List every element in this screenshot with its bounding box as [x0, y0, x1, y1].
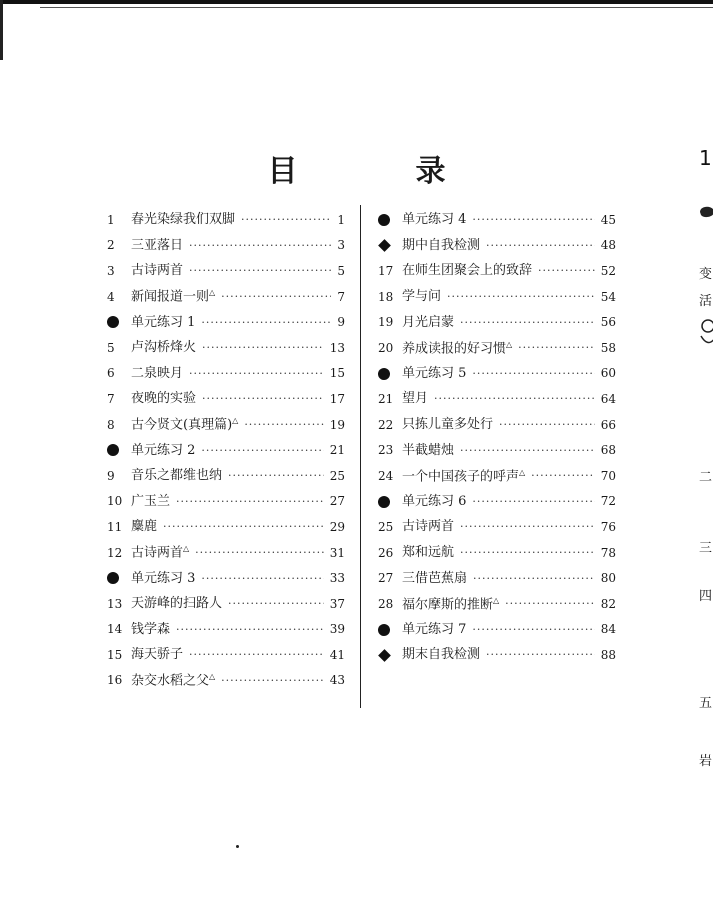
toc-entry-title	[131, 572, 201, 585]
toc-entry	[378, 617, 616, 643]
dot-leader	[202, 393, 324, 404]
toc-entry	[378, 540, 616, 566]
toc-entry-title	[402, 239, 486, 252]
toc-entry-title-text: 单元练习 7	[402, 621, 467, 637]
toc-entry-title	[131, 392, 202, 405]
left-edge-mark	[0, 0, 3, 60]
toc-entry-title	[131, 417, 244, 431]
unit-exercise-bullet-icon	[107, 316, 131, 329]
lesson-number: 7	[107, 391, 115, 406]
toc-entry-title	[402, 495, 472, 508]
dot-leader	[201, 445, 323, 456]
toc-entry	[107, 489, 345, 515]
page-title: 目 录	[267, 154, 490, 190]
dot-leader	[505, 598, 595, 609]
toc-entry-title-text: 单元练习 4	[402, 212, 467, 228]
toc-page-number: 29	[329, 519, 345, 534]
toc-page-number: 27	[329, 494, 345, 509]
toc-entry-title-text: 新闻报道一则	[131, 289, 210, 305]
toc-entry	[378, 437, 616, 463]
toc-page-number: 48	[600, 238, 616, 253]
toc-page-number: 17	[329, 391, 345, 406]
toc-entry-title	[402, 392, 434, 405]
toc-entry-title	[402, 367, 472, 380]
dot-leader	[531, 470, 595, 481]
toc-entry	[107, 565, 345, 591]
toc-page-number: 19	[329, 417, 345, 432]
toc-page-number: 88	[600, 647, 616, 662]
toc-entry	[107, 207, 345, 233]
toc-entry-title	[402, 469, 531, 483]
lesson-number: 5	[107, 340, 115, 355]
toc-page-number: 78	[600, 545, 616, 560]
toc-entry-title	[131, 520, 163, 533]
toc-entry-title-text: 春光染绿我们双脚	[131, 212, 236, 228]
optional-lesson-triangle-mark: △	[519, 467, 526, 477]
lesson-number: 17	[378, 263, 394, 278]
toc-entry-title-text: 钱学森	[131, 621, 171, 637]
dot-leader	[460, 317, 595, 328]
toc-page-number: 3	[337, 238, 345, 253]
dot-leader	[189, 265, 331, 276]
toc-entry-title-text: 期中自我检测	[402, 237, 481, 253]
toc-entry	[107, 591, 345, 617]
toc-entry	[378, 412, 616, 438]
toc-entry	[378, 489, 616, 515]
lesson-number: 3	[107, 263, 115, 278]
toc-entry-title-text: 期末自我检测	[402, 647, 481, 663]
toc-entry-title	[402, 290, 447, 303]
dot-leader	[228, 470, 324, 481]
dot-leader	[518, 342, 595, 353]
toc-page-number: 39	[329, 622, 345, 637]
lesson-number: 27	[378, 571, 394, 586]
toc-page-number: 45	[600, 212, 616, 227]
toc-entry-title-text: 单元练习 6	[402, 493, 467, 509]
unit-exercise-bullet-icon	[107, 572, 131, 585]
dot-leader	[486, 240, 595, 251]
lesson-number: 18	[378, 289, 394, 304]
toc-page-number: 1	[337, 212, 345, 227]
lesson-number: 1	[107, 212, 115, 227]
top-border-rule-thin	[40, 7, 713, 8]
dot-leader	[472, 624, 594, 635]
lesson-number: 15	[107, 647, 123, 662]
toc-entry-title-text: 一个中国孩子的呼声	[402, 468, 520, 484]
toc-entry-title	[131, 341, 202, 354]
toc-page-number: 25	[329, 468, 345, 483]
dot-leader	[163, 521, 324, 532]
lesson-number: 26	[378, 545, 394, 560]
dot-leader	[460, 445, 595, 456]
toc-entry-title	[402, 444, 460, 457]
toc-entry-title-text: 只拣儿童多处行	[402, 417, 494, 433]
toc-page-number: 66	[600, 417, 616, 432]
toc-entry	[107, 412, 345, 438]
dot-leader	[202, 342, 324, 353]
self-test-diamond-icon	[378, 649, 402, 661]
dot-leader	[447, 291, 595, 302]
margin-glyph: 四	[699, 589, 713, 604]
toc-entry-title-text: 养成读报的好习惯	[402, 340, 507, 356]
top-border-rule	[0, 0, 713, 4]
dot-leader	[201, 573, 323, 584]
toc-entry	[107, 233, 345, 259]
toc-page-number: 58	[600, 340, 616, 355]
margin-glyph: 变	[699, 267, 713, 282]
toc-entry-title	[402, 520, 460, 533]
toc-entry-title-text: 杂交水稻之父	[131, 673, 210, 689]
toc-entry-title	[131, 444, 201, 457]
self-test-diamond-icon	[378, 239, 402, 251]
toc-entry	[107, 335, 345, 361]
toc-entry-title	[402, 264, 538, 277]
lesson-number: 25	[378, 519, 394, 534]
optional-lesson-triangle-mark: △	[183, 544, 190, 554]
dot-leader	[538, 265, 595, 276]
toc-page-number: 43	[329, 673, 345, 688]
toc-entry	[378, 284, 616, 310]
toc-page-number: 21	[329, 443, 345, 458]
toc-right-column	[378, 207, 616, 668]
toc-entry-title-text: 古诗两首	[402, 519, 455, 535]
margin-glyph: 三	[699, 541, 713, 556]
toc-entry-title	[131, 239, 189, 252]
toc-entry-title-text: 福尔摩斯的推断	[402, 596, 494, 612]
dot-leader	[460, 521, 595, 532]
toc-entry-title-text: 三亚落日	[131, 237, 184, 253]
unit-exercise-bullet-icon	[378, 214, 402, 227]
toc-page-number: 13	[329, 340, 345, 355]
toc-entry-title	[402, 597, 505, 611]
toc-entry-title-text: 二泉映月	[131, 365, 184, 381]
toc-entry-title	[131, 367, 189, 380]
toc-entry	[378, 233, 616, 259]
lesson-number: 4	[107, 289, 115, 304]
margin-glyph: 活	[699, 294, 713, 309]
toc-entry-title	[131, 597, 228, 610]
toc-page-number: 41	[329, 647, 345, 662]
lesson-number: 23	[378, 443, 394, 458]
toc-page-number: 72	[600, 494, 616, 509]
toc-entry-title	[402, 316, 460, 329]
dot-leader	[472, 368, 594, 379]
optional-lesson-triangle-mark: △	[493, 595, 500, 605]
toc-entry	[378, 361, 616, 387]
toc-entry	[378, 591, 616, 617]
lesson-number: 14	[107, 622, 123, 637]
toc-entry-title	[131, 289, 221, 303]
toc-entry	[107, 668, 345, 694]
toc-page-number: 54	[600, 289, 616, 304]
toc-entry-title-text: 单元练习 3	[131, 570, 196, 586]
dot-leader	[472, 214, 594, 225]
toc-entry	[378, 309, 616, 335]
toc-page-number: 68	[600, 443, 616, 458]
toc-entry-title-text: 郑和远航	[402, 545, 455, 561]
dot-leader	[176, 496, 324, 507]
toc-page-number: 37	[329, 596, 345, 611]
toc-entry-title	[402, 623, 472, 636]
toc-entry	[378, 207, 616, 233]
dot-leader	[434, 393, 595, 404]
toc-page-number: 60	[600, 366, 616, 381]
toc-entry-title	[131, 495, 176, 508]
toc-entry	[107, 514, 345, 540]
unit-exercise-bullet-icon	[378, 495, 402, 508]
toc-entry-title-text: 古诗两首	[131, 263, 184, 279]
toc-entry-title	[131, 264, 189, 277]
dot-leader	[228, 598, 324, 609]
toc-entry	[107, 642, 345, 668]
toc-entry-title-text: 月光启蒙	[402, 314, 455, 330]
lesson-number: 20	[378, 340, 394, 355]
optional-lesson-triangle-mark: △	[209, 672, 216, 682]
toc-page-number: 31	[329, 545, 345, 560]
toc-entry-title	[131, 545, 195, 559]
lesson-number: 8	[107, 417, 115, 432]
print-speck	[236, 845, 239, 848]
lesson-number: 10	[107, 494, 123, 509]
toc-entry-title-text: 广玉兰	[131, 493, 171, 509]
toc-entry-title-text: 三借芭蕉扇	[402, 570, 468, 586]
toc-entry-title-text: 单元练习 5	[402, 365, 467, 381]
dot-leader	[241, 214, 331, 225]
toc-page-number: 80	[600, 571, 616, 586]
dot-leader	[189, 649, 324, 660]
margin-glyph: 五	[699, 696, 713, 711]
lesson-number: 13	[107, 596, 123, 611]
toc-entry-title-text: 音乐之都维也纳	[131, 468, 223, 484]
toc-page-number: 70	[600, 468, 616, 483]
dot-leader	[176, 624, 324, 635]
dot-leader	[499, 419, 595, 430]
toc-entry	[107, 617, 345, 643]
margin-glyph: 岩	[699, 754, 713, 769]
dot-leader	[244, 419, 323, 430]
toc-entry-title	[131, 316, 201, 329]
toc-entry	[378, 463, 616, 489]
toc-entry-title-text: 麋鹿	[131, 519, 158, 535]
toc-entry-title	[131, 623, 176, 636]
toc-page-number: 84	[600, 622, 616, 637]
toc-page-number: 15	[329, 366, 345, 381]
toc-entry-title	[131, 213, 241, 226]
lesson-number: 19	[378, 315, 394, 330]
toc-entry-title	[131, 673, 221, 687]
unit-exercise-bullet-icon	[107, 444, 131, 457]
lesson-number: 24	[378, 468, 394, 483]
toc-entry	[107, 386, 345, 412]
dot-leader	[460, 547, 595, 558]
lesson-number: 28	[378, 596, 394, 611]
toc-entry-title-text: 学与问	[402, 289, 442, 305]
toc-entry	[378, 335, 616, 361]
toc-entry-title	[402, 341, 518, 355]
toc-entry	[107, 309, 345, 335]
lesson-number: 9	[107, 468, 115, 483]
dot-leader	[221, 675, 324, 686]
toc-entry	[107, 540, 345, 566]
toc-entry-title-text: 夜晚的实验	[131, 391, 197, 407]
toc-entry-title	[402, 213, 472, 226]
unit-exercise-bullet-icon	[378, 623, 402, 636]
toc-entry-title-text: 海天骄子	[131, 647, 184, 663]
toc-entry	[378, 642, 616, 668]
lesson-number: 6	[107, 366, 115, 381]
toc-entry-title	[402, 572, 473, 585]
toc-page-number: 76	[600, 519, 616, 534]
optional-lesson-triangle-mark: △	[209, 288, 216, 298]
lesson-number: 2	[107, 238, 115, 253]
toc-entry	[107, 361, 345, 387]
toc-page-number: 64	[600, 391, 616, 406]
dot-leader	[221, 291, 331, 302]
toc-entry-title-text: 卢沟桥烽火	[131, 340, 197, 356]
margin-fragment-icon	[698, 203, 713, 221]
toc-page-number: 5	[337, 263, 345, 278]
toc-entry-title-text: 单元练习 1	[131, 314, 196, 330]
toc-page-number: 56	[600, 315, 616, 330]
toc-entry-title-text: 单元练习 2	[131, 442, 196, 458]
lesson-number: 22	[378, 417, 394, 432]
toc-entry-title-text: 在师生团聚会上的致辞	[402, 263, 533, 279]
dot-leader	[201, 317, 331, 328]
dot-leader	[189, 368, 324, 379]
margin-glyph: 1	[699, 146, 712, 170]
toc-page-number: 7	[337, 289, 345, 304]
toc-page-number: 82	[600, 596, 616, 611]
toc-entry-title-text: 古今贤文(真理篇)	[131, 417, 233, 433]
toc-page-number: 52	[600, 263, 616, 278]
toc-entry-title-text: 半截蜡烛	[402, 442, 455, 458]
toc-entry	[107, 463, 345, 489]
margin-glyph: 二	[699, 470, 713, 485]
optional-lesson-triangle-mark: △	[506, 339, 513, 349]
column-divider	[360, 205, 361, 708]
toc-entry	[107, 284, 345, 310]
toc-page-number: 9	[337, 315, 345, 330]
margin-fragment-figure-icon	[698, 318, 713, 348]
toc-entry-title-text: 古诗两首	[131, 545, 184, 561]
toc-entry	[107, 437, 345, 463]
unit-exercise-bullet-icon	[378, 367, 402, 380]
toc-entry	[378, 258, 616, 284]
toc-entry-title	[131, 469, 228, 482]
toc-entry-title	[402, 418, 499, 431]
dot-leader	[473, 573, 595, 584]
toc-entry-title	[131, 648, 189, 661]
dot-leader	[472, 496, 594, 507]
dot-leader	[189, 240, 331, 251]
toc-entry-title	[402, 546, 460, 559]
toc-page-number: 33	[329, 571, 345, 586]
dot-leader	[486, 649, 595, 660]
toc-entry	[107, 258, 345, 284]
lesson-number: 16	[107, 673, 123, 688]
lesson-number: 12	[107, 545, 123, 560]
toc-entry-title-text: 天游峰的扫路人	[131, 596, 223, 612]
lesson-number: 11	[107, 519, 123, 534]
lesson-number: 21	[378, 391, 394, 406]
toc-entry-title-text: 望月	[402, 391, 429, 407]
toc-entry	[378, 565, 616, 591]
optional-lesson-triangle-mark: △	[232, 416, 239, 426]
toc-left-column	[107, 207, 345, 693]
dot-leader	[195, 547, 324, 558]
toc-entry	[378, 386, 616, 412]
toc-entry	[378, 514, 616, 540]
toc-entry-title	[402, 648, 486, 661]
